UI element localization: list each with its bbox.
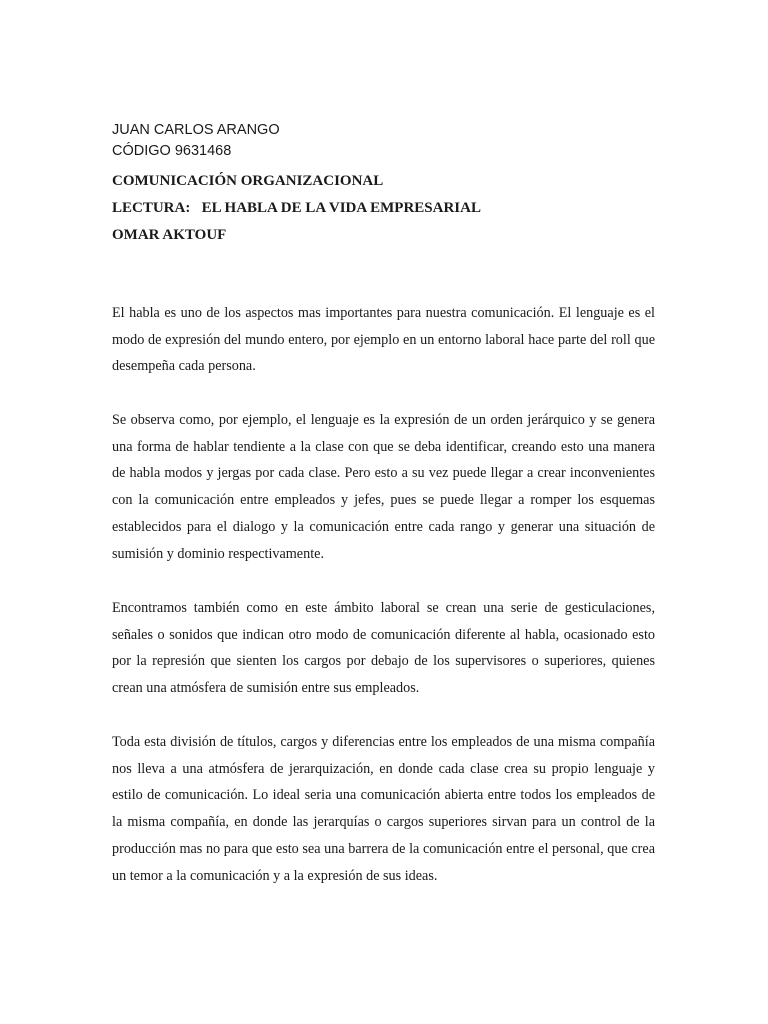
paragraph-text: Toda esta división de títulos, cargos y diferencias entre los empleados de una misma compañía nos lleva a una atmósfera de jerarquización, en donde cada clase crea su propio lenguaje y estilo de comunicación. Lo ideal seria una comunicación abierta entre todos los empleados de la misma compañía, en donde las jerarquías o cargos superiores sirvan para un control de la producción mas no para que esto sea una barrera de la comunicación entre el personal, que crea un temor a la comunicación y a la expresión de sus ideas.: [112, 734, 655, 884]
paragraph-3: [112, 595, 655, 702]
reading-author: OMAR AKTOUF: [112, 227, 227, 243]
paragraph-2: [112, 407, 655, 567]
paragraph-text: Se observa como, por ejemplo, el lenguaje es la expresión de un orden jerárquico y se genera una forma de hablar tendiente a la clase con que se deba identificar, creando esto una manera de habla modos y jergas por cada clase. Pero esto a su vez puede llegar a crear inconvenientes con la comunicación entre empleados y jefes, pues se puede llegar a romper los esquemas establecidos para el dialogo y la comunicación entre cada rango y generar una situación de sumisión y dominio respectivamente.: [112, 412, 655, 562]
author-name: JUAN CARLOS ARANGO: [112, 122, 280, 138]
student-code: CÓDIGO 9631468: [112, 143, 232, 159]
paragraph-text: El habla es uno de los aspectos mas importantes para nuestra comunicación. El lenguaje es el modo de expresión del mundo entero, por ejemplo en un entorno laboral hace parte del roll que desempeña cada persona.: [112, 305, 655, 375]
paragraph-4: [112, 729, 655, 889]
paragraph-text: Encontramos también como en este ámbito laboral se crean una serie de gesticulaciones, señales o sonidos que indican otro modo de comunicación diferente al habla, ocasionado esto por la represión que sienten los cargos por debajo de los supervisores o superiores, quienes crean una atmósfera de sumisión entre sus empleados.: [112, 600, 655, 697]
course-title: COMUNICACIÓN ORGANIZACIONAL: [112, 173, 384, 189]
paragraph-1: [112, 300, 655, 380]
reading-title: LECTURA: EL HABLA DE LA VIDA EMPRESARIAL: [112, 200, 481, 216]
